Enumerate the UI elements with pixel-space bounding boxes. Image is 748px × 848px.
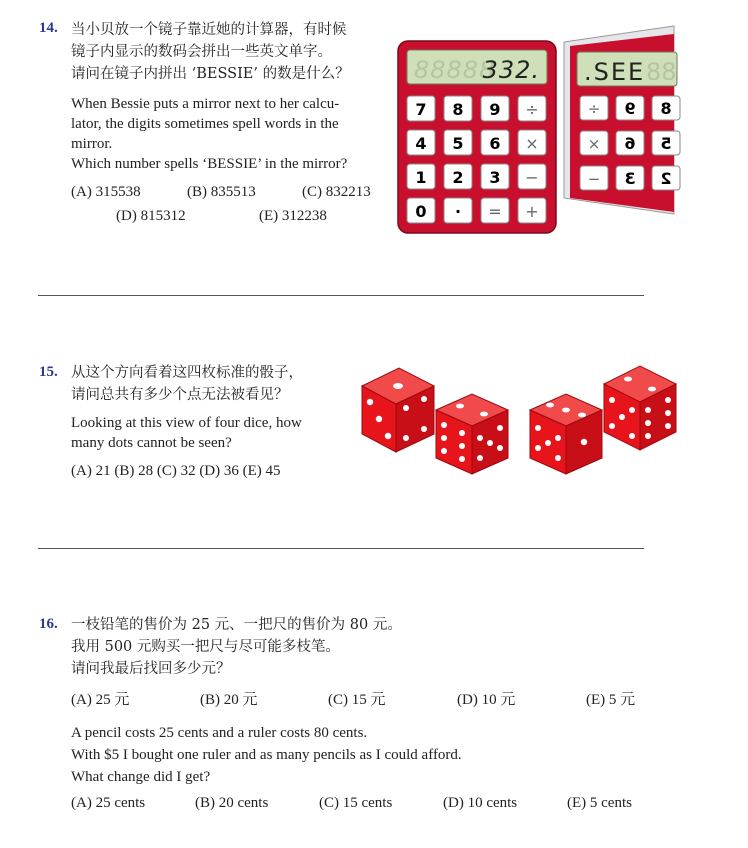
q14-en-line: mirror.	[71, 136, 113, 152]
key-6: 6	[489, 134, 501, 153]
divider	[38, 295, 644, 296]
mirror-display-ghost: 88	[646, 58, 677, 86]
q16-chinese-text	[71, 614, 402, 680]
q16-cn-option-c: (C) 15 元	[328, 692, 386, 708]
q15-number: 15.	[39, 364, 58, 380]
dice-illustration	[356, 362, 686, 480]
q15-en-line: many dots cannot be seen?	[71, 435, 232, 451]
key-equals: =	[488, 202, 502, 221]
q14-option-b: (B) 835513	[187, 184, 256, 200]
die-3	[530, 394, 602, 474]
calculator-illustration	[394, 22, 684, 237]
key-4: 4	[415, 134, 427, 153]
q16-en-line: What change did I get?	[71, 769, 211, 785]
mirror-display: .SEE	[584, 58, 646, 86]
q16-cn-option-e: (E) 5 元	[586, 692, 636, 708]
q14-english-text	[71, 94, 383, 174]
mirror-key: 9	[624, 99, 636, 118]
key-7: 7	[415, 100, 427, 119]
key-8: 8	[452, 100, 464, 119]
q16-en-option-b: (B) 20 cents	[195, 795, 269, 811]
q15-en-line: Looking at this view of four dice, how	[71, 415, 302, 431]
mirror-key: 5	[660, 134, 672, 153]
q15-chinese-text	[71, 362, 303, 406]
q16-en-option-c: (C) 15 cents	[319, 795, 393, 811]
mirror-key: 2	[660, 169, 672, 188]
key-minus: −	[525, 168, 539, 187]
mirror-key: ÷	[587, 100, 601, 118]
q16-cn-line: 一枝铅笔的售价为 25 元、一把尺的售价为 80 元。	[71, 617, 402, 633]
mirror-key: 3	[624, 169, 636, 188]
q16-en-line: With $5 I bought one ruler and as many pencils as I could afford.	[71, 747, 462, 763]
die-4	[604, 366, 676, 450]
q14-option-e: (E) 312238	[259, 208, 327, 224]
q14-en-line: When Bessie puts a mirror next to her calcu-	[71, 96, 340, 112]
q16-en-option-a: (A) 25 cents	[71, 795, 146, 811]
die-1	[362, 368, 434, 452]
key-9: 9	[489, 100, 501, 119]
die-2	[436, 394, 508, 474]
key-divide: ÷	[525, 100, 539, 119]
q16-en-option-e: (E) 5 cents	[567, 795, 632, 811]
q15-options: (A) 21 (B) 28 (C) 32 (D) 36 (E) 45	[71, 463, 281, 479]
mirror-key: 6	[624, 134, 636, 153]
q14-en-line: lator, the digits sometimes spell words in the	[71, 116, 339, 132]
q16-number: 16.	[39, 616, 58, 632]
q14-cn-line: 当小贝放一个镜子靠近她的计算器，有时候	[71, 22, 347, 38]
key-plus: +	[525, 202, 539, 221]
q14-option-c: (C) 832213	[302, 184, 371, 200]
q14-en-line: Which number spells ‘BESSIE’ in the mirror?	[71, 156, 348, 172]
q15-cn-line: 从这个方向看着这四枚标准的骰子，	[71, 365, 303, 381]
q15-cn-line: 请问总共有多少个点无法被看见？	[71, 387, 289, 403]
q14-cn-line: 请问在镜子内拼出 ‘BESSIE’ 的数是什么？	[71, 66, 350, 82]
q14-chinese-text	[71, 19, 350, 85]
q14-option-d: (D) 815312	[116, 208, 186, 224]
mirror-key: ×	[587, 135, 601, 153]
q16-cn-option-b: (B) 20 元	[200, 692, 258, 708]
divider	[38, 548, 644, 549]
q16-en-option-d: (D) 10 cents	[443, 795, 518, 811]
key-5: 5	[452, 134, 464, 153]
q16-cn-line: 我用 500 元购买一把尺与尽可能多枝笔。	[71, 639, 340, 655]
q14-option-a: (A) 315538	[71, 184, 141, 200]
key-2: 2	[452, 168, 464, 187]
q16-cn-line: 请问我最后找回多少元？	[71, 661, 231, 677]
key-dot: ·	[454, 202, 462, 221]
mirror	[564, 26, 680, 214]
q16-cn-option-d: (D) 10 元	[457, 692, 516, 708]
q16-english-text	[71, 722, 462, 788]
key-3: 3	[489, 168, 501, 187]
q16-en-line: A pencil costs 25 cents and a ruler costs 80 cents.	[71, 725, 368, 741]
q15-english-text	[71, 413, 302, 453]
key-multiply: ×	[525, 134, 539, 153]
mirror-key: 8	[660, 99, 672, 118]
key-0: 0	[415, 202, 427, 221]
mirror-key: −	[587, 170, 601, 188]
calculator-display-ghost: 88888	[414, 56, 496, 84]
key-1: 1	[415, 168, 427, 187]
calculator-display: 332.	[482, 56, 540, 84]
q14-number: 14.	[39, 20, 58, 36]
q14-cn-line: 镜子内显示的数码会拼出一些英文单字。	[71, 44, 332, 60]
q16-cn-option-a: (A) 25 元	[71, 692, 130, 708]
